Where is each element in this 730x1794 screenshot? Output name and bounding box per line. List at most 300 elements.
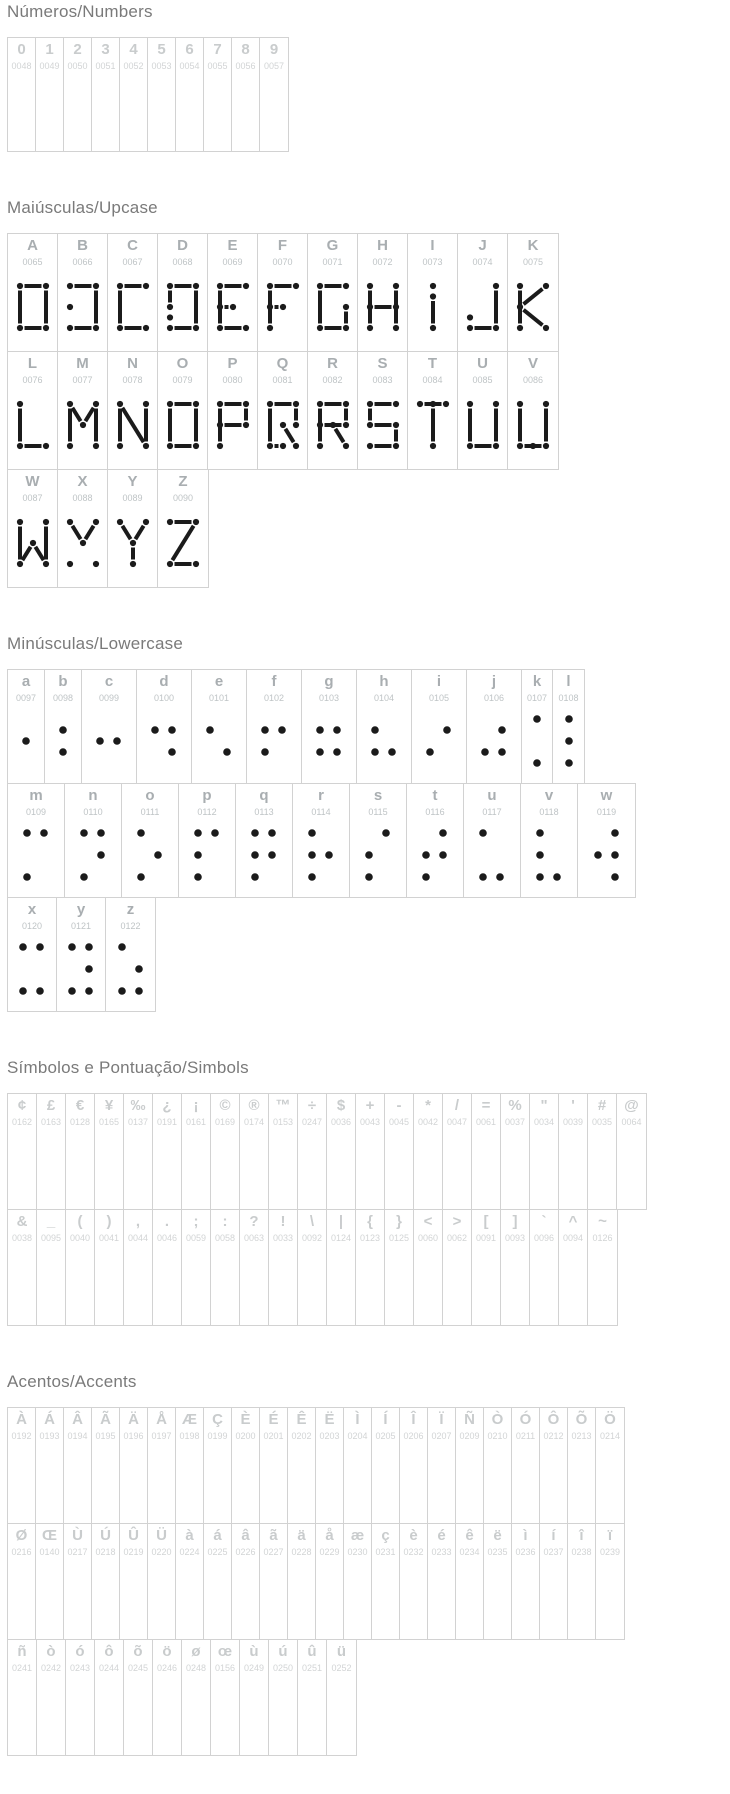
cell-char: ): [106, 1213, 112, 1230]
cell-0093: [501, 1210, 530, 1325]
cell-char: Ì: [355, 1411, 360, 1428]
cell-0038: [8, 1210, 37, 1325]
cell-0230: [344, 1524, 372, 1639]
cell-char: 0: [17, 41, 26, 58]
cell-0066: [58, 234, 108, 351]
cell-glyph-area: [458, 386, 507, 469]
cell-0227: [260, 1524, 288, 1639]
cell-char: l: [566, 673, 571, 690]
cell-char: í: [551, 1527, 556, 1544]
cell-code: 0122: [120, 920, 141, 931]
cell-char: 9: [269, 41, 279, 58]
cell-code: 0106: [483, 692, 505, 703]
cell-0231: [372, 1524, 400, 1639]
cell-code: 0196: [123, 1430, 144, 1441]
cell-glyph-area: [208, 268, 257, 351]
cell-glyph-area: [37, 1244, 65, 1325]
braille-glyph-drawing: [359, 827, 397, 883]
cell-glyph-area: [92, 1558, 119, 1639]
cell-char: Ù: [72, 1527, 83, 1544]
cell-code: 0047: [446, 1116, 468, 1127]
cell-code: 0045: [388, 1116, 410, 1127]
cell-code: 0079: [172, 374, 193, 385]
cell-glyph-area: [108, 386, 157, 469]
cell-0047: [443, 1094, 472, 1209]
cell-0192: [8, 1408, 36, 1523]
cell-code: 0162: [11, 1116, 33, 1127]
lcd-glyph-drawing: [264, 399, 302, 451]
cell-0075: [508, 234, 558, 351]
cell-char: j: [491, 673, 497, 690]
cell-0057: [260, 38, 288, 151]
cell-glyph-area: [327, 1244, 355, 1325]
cell-0043: [356, 1094, 385, 1209]
cell-code: 0218: [95, 1546, 116, 1557]
cell-char: D: [177, 237, 188, 254]
section-title-lowercase: Minúsculas/Lowercase: [7, 634, 183, 653]
cell-0091: [472, 1210, 501, 1325]
cell-code: 0243: [69, 1662, 91, 1673]
cell-char: ;: [193, 1213, 199, 1230]
cell-char: $: [336, 1097, 346, 1114]
cell-0247: [298, 1094, 327, 1209]
cell-0229: [316, 1524, 344, 1639]
cell-char: :: [222, 1213, 228, 1230]
cell-glyph-area: [8, 1128, 36, 1209]
cell-char: Ï: [439, 1411, 444, 1428]
cell-code: 0052: [123, 60, 144, 71]
cell-code: 0126: [592, 1232, 613, 1243]
cell-0161: [182, 1094, 211, 1209]
cell-char: n: [88, 787, 98, 804]
cell-0111: [122, 784, 179, 897]
cell-0128: [66, 1094, 95, 1209]
cell-glyph-area: [327, 1128, 355, 1209]
symbols-row: [7, 1209, 618, 1326]
cell-char: r: [318, 787, 324, 804]
cell-0097: [8, 670, 45, 783]
cell-char: v: [544, 787, 554, 804]
cell-code: 0074: [472, 256, 493, 267]
cell-code: 0066: [72, 256, 93, 267]
cell-code: 0094: [562, 1232, 584, 1243]
braille-glyph-drawing: [17, 827, 55, 883]
cell-char: B: [77, 237, 88, 254]
lcd-glyph-drawing: [64, 517, 102, 569]
cell-0250: [269, 1640, 298, 1755]
cell-char: {: [367, 1213, 373, 1230]
cell-0046: [153, 1210, 182, 1325]
cell-glyph-area: [158, 386, 207, 469]
cell-0235: [484, 1524, 512, 1639]
cell-glyph-area: [414, 1128, 442, 1209]
cell-0068: [158, 234, 208, 351]
cell-glyph-area: [176, 1558, 203, 1639]
cell-code: 0057: [263, 60, 285, 71]
cell-char: *: [425, 1097, 431, 1114]
cell-code: 0048: [11, 60, 32, 71]
cell-glyph-area: [8, 1244, 36, 1325]
cell-0061: [472, 1094, 501, 1209]
cell-char: q: [259, 787, 269, 804]
cell-char: t: [432, 787, 438, 804]
cell-char: 8: [241, 41, 250, 58]
cell-0117: [464, 784, 521, 897]
braille-glyph-drawing: [310, 713, 348, 769]
lcd-glyph-drawing: [264, 281, 302, 333]
cell-code: 0216: [11, 1546, 32, 1557]
cell-char: ø: [191, 1643, 201, 1660]
cell-0233: [428, 1524, 456, 1639]
cell-code: 0108: [558, 692, 579, 703]
cell-char: Q: [276, 355, 289, 372]
lcd-glyph-drawing: [14, 399, 52, 451]
cell-0153: [269, 1094, 298, 1209]
lcd-glyph-drawing: [464, 399, 502, 451]
cell-char: ,: [135, 1213, 141, 1230]
braille-glyph-drawing: [245, 827, 283, 883]
cell-code: 0207: [431, 1430, 452, 1441]
cell-code: 0219: [123, 1546, 144, 1557]
cell-glyph-area: [464, 818, 520, 897]
cell-glyph-area: [344, 1442, 371, 1523]
cell-char: ^: [568, 1213, 578, 1230]
cell-glyph-area: [192, 704, 246, 783]
cell-0073: [408, 234, 458, 351]
cell-code: 0116: [425, 806, 445, 817]
cell-glyph-area: [428, 1558, 455, 1639]
cell-glyph-area: [400, 1442, 427, 1523]
cell-glyph-area: [269, 1128, 297, 1209]
section-title-upcase: Maiúsculas/Upcase: [7, 198, 158, 217]
cell-glyph-area: [258, 268, 307, 351]
cell-char: A: [27, 237, 38, 254]
cell-code: 0067: [122, 256, 143, 267]
cell-code: 0092: [301, 1232, 323, 1243]
cell-glyph-area: [316, 1558, 343, 1639]
cell-code: 0096: [533, 1232, 555, 1243]
braille-glyph-drawing: [559, 713, 579, 769]
lcd-glyph-drawing: [64, 399, 102, 451]
braille-glyph-drawing: [365, 713, 403, 769]
cell-glyph-area: [472, 1128, 500, 1209]
cell-code: 0081: [272, 374, 293, 385]
cell-0065: [8, 234, 58, 351]
cell-glyph-area: [120, 1442, 147, 1523]
cell-char: <: [423, 1213, 433, 1230]
cell-char: _: [46, 1213, 56, 1230]
cell-code: 0073: [422, 256, 443, 267]
cell-char: Ö: [604, 1411, 616, 1428]
cell-0116: [407, 784, 464, 897]
cell-0058: [211, 1210, 240, 1325]
cell-glyph-area: [316, 1442, 343, 1523]
cell-glyph-area: [211, 1674, 239, 1755]
cell-0079: [158, 352, 208, 469]
cell-char: e: [214, 673, 224, 690]
cell-code: 0069: [222, 256, 243, 267]
cell-code: 0124: [330, 1232, 352, 1243]
cell-code: 0232: [403, 1546, 424, 1557]
cell-glyph-area: [484, 1558, 511, 1639]
cell-0107: [522, 670, 553, 783]
cell-glyph-area: [568, 1558, 595, 1639]
cell-code: 0078: [122, 374, 143, 385]
cell-char: c: [104, 673, 114, 690]
lcd-glyph-drawing: [164, 399, 202, 451]
numbers-table: [7, 37, 730, 152]
cell-char: ä: [297, 1527, 306, 1544]
cell-code: 0211: [515, 1430, 536, 1441]
cell-glyph-area: [522, 704, 552, 783]
cell-glyph-area: [120, 1558, 147, 1639]
cell-glyph-area: [182, 1674, 210, 1755]
cell-0096: [530, 1210, 559, 1325]
cell-glyph-area: [148, 1558, 175, 1639]
cell-char: 5: [157, 41, 166, 58]
cell-0105: [412, 670, 467, 783]
cell-0076: [8, 352, 58, 469]
cell-code: 0101: [208, 692, 230, 703]
cell-0100: [137, 670, 192, 783]
cell-char: ë: [493, 1527, 502, 1544]
braille-glyph-drawing: [527, 713, 547, 769]
cell-glyph-area: [153, 1128, 181, 1209]
cell-0137: [124, 1094, 153, 1209]
cell-glyph-area: [308, 268, 357, 351]
cell-char: !: [280, 1213, 286, 1230]
cell-glyph-area: [540, 1558, 567, 1639]
cell-glyph-area: [269, 1674, 297, 1755]
cell-glyph-area: [8, 504, 57, 587]
cell-0224: [176, 1524, 204, 1639]
cell-0087: [8, 470, 58, 587]
cell-0121: [57, 898, 106, 1011]
cell-glyph-area: [588, 1244, 617, 1325]
cell-0072: [358, 234, 408, 351]
cell-code: 0104: [373, 692, 395, 703]
cell-0041: [95, 1210, 124, 1325]
cell-code: 0225: [207, 1546, 228, 1557]
cell-glyph-area: [512, 1558, 539, 1639]
cell-char: F: [277, 237, 288, 254]
cell-glyph-area: [385, 1128, 413, 1209]
cell-glyph-area: [412, 704, 466, 783]
cell-char: E: [227, 237, 238, 254]
upcase-table: [7, 233, 730, 588]
lcd-glyph-drawing: [164, 517, 202, 569]
cell-code: 0163: [40, 1116, 62, 1127]
cell-0125: [385, 1210, 414, 1325]
cell-0195: [92, 1408, 120, 1523]
cell-glyph-area: [559, 1244, 587, 1325]
cell-glyph-area: [64, 72, 91, 151]
cell-code: 0202: [291, 1430, 312, 1441]
cell-0216: [8, 1524, 36, 1639]
cell-code: 0043: [359, 1116, 381, 1127]
cell-code: 0236: [515, 1546, 536, 1557]
cell-glyph-area: [327, 1674, 356, 1755]
cell-0085: [458, 352, 508, 469]
cell-char: ¥: [104, 1097, 114, 1114]
cell-char: \: [309, 1213, 315, 1230]
cell-0090: [158, 470, 208, 587]
braille-glyph-drawing: [16, 713, 36, 769]
cell-0225: [204, 1524, 232, 1639]
cell-char: p: [202, 787, 212, 804]
cell-code: 0109: [25, 806, 47, 817]
cell-code: 0198: [179, 1430, 200, 1441]
cell-glyph-area: [179, 818, 235, 897]
cell-code: 0041: [98, 1232, 120, 1243]
cell-char: Ç: [212, 1411, 223, 1428]
cell-glyph-area: [484, 1442, 511, 1523]
cell-code: 0118: [539, 806, 559, 817]
cell-char: i: [436, 673, 442, 690]
cell-code: 0248: [185, 1662, 207, 1673]
lcd-glyph-drawing: [14, 281, 52, 333]
cell-char: b: [58, 673, 68, 690]
cell-glyph-area: [204, 72, 231, 151]
cell-0199: [204, 1408, 232, 1523]
cell-glyph-area: [357, 704, 411, 783]
cell-glyph-area: [8, 1558, 35, 1639]
cell-glyph-area: [240, 1674, 268, 1755]
cell-glyph-area: [66, 1128, 94, 1209]
cell-char: -: [396, 1097, 402, 1114]
cell-0220: [148, 1524, 176, 1639]
cell-0059: [182, 1210, 211, 1325]
cell-0156: [211, 1640, 240, 1755]
cell-glyph-area: [158, 504, 208, 587]
cell-0218: [92, 1524, 120, 1639]
braille-glyph-drawing: [416, 827, 454, 883]
cell-code: 0086: [522, 374, 544, 385]
cell-char: 1: [45, 41, 54, 58]
section-title-accents: Acentos/Accents: [7, 1372, 137, 1391]
cell-code: 0072: [372, 256, 393, 267]
cell-code: 0099: [98, 692, 120, 703]
cell-0207: [428, 1408, 456, 1523]
cell-0112: [179, 784, 236, 897]
cell-0056: [232, 38, 260, 151]
cell-glyph-area: [521, 818, 577, 897]
cell-0064: [617, 1094, 646, 1209]
cell-glyph-area: [58, 268, 107, 351]
cell-0054: [176, 38, 204, 151]
cell-char: Í: [383, 1411, 388, 1428]
cell-code: 0080: [222, 374, 243, 385]
cell-0071: [308, 234, 358, 351]
cell-0078: [108, 352, 158, 469]
cell-char: ì: [523, 1527, 528, 1544]
cell-code: 0250: [272, 1662, 294, 1673]
cell-glyph-area: [553, 704, 584, 783]
cell-0200: [232, 1408, 260, 1523]
cell-glyph-area: [240, 1244, 268, 1325]
cell-glyph-area: [137, 704, 191, 783]
upcase-row: [7, 469, 209, 588]
cell-code: 0055: [207, 60, 228, 71]
cell-char: Œ: [42, 1527, 57, 1544]
cell-char: C: [127, 237, 138, 254]
cell-0074: [458, 234, 508, 351]
cell-code: 0075: [522, 256, 544, 267]
cell-glyph-area: [64, 1442, 91, 1523]
braille-glyph-drawing: [420, 713, 458, 769]
cell-code: 0076: [22, 374, 43, 385]
cell-code: 0205: [375, 1430, 396, 1441]
cell-glyph-area: [95, 1128, 123, 1209]
cell-glyph-area: [211, 1244, 239, 1325]
cell-glyph-area: [66, 1674, 94, 1755]
section-accents: [7, 1372, 730, 1756]
cell-char: å: [325, 1527, 334, 1544]
upcase-row: [7, 351, 559, 470]
cell-code: 0137: [127, 1116, 149, 1127]
cell-0109: [8, 784, 65, 897]
cell-code: 0203: [319, 1430, 340, 1441]
lowercase-row: [7, 897, 156, 1012]
cell-0126: [588, 1210, 617, 1325]
cell-glyph-area: [260, 1558, 287, 1639]
cell-char: R: [327, 355, 338, 372]
symbols-table: [7, 1093, 730, 1326]
cell-glyph-area: [95, 1244, 123, 1325]
cell-glyph-area: [508, 268, 558, 351]
cell-0104: [357, 670, 412, 783]
cell-0037: [501, 1094, 530, 1209]
cell-0035: [588, 1094, 617, 1209]
cell-char: Á: [44, 1411, 55, 1428]
cell-char: =: [481, 1097, 491, 1114]
cell-char: Ä: [128, 1411, 139, 1428]
cell-glyph-area: [232, 72, 259, 151]
cell-code: 0224: [179, 1546, 200, 1557]
cell-0042: [414, 1094, 443, 1209]
cell-glyph-area: [540, 1442, 567, 1523]
cell-code: 0102: [263, 692, 285, 703]
cell-code: 0061: [475, 1116, 497, 1127]
cell-0124: [327, 1210, 356, 1325]
cell-0196: [120, 1408, 148, 1523]
cell-char: h: [379, 673, 389, 690]
cell-code: 0093: [504, 1232, 526, 1243]
cell-code: 0049: [39, 60, 60, 71]
cell-glyph-area: [176, 72, 203, 151]
cell-glyph-area: [258, 386, 307, 469]
cell-glyph-area: [372, 1558, 399, 1639]
accents-table: [7, 1407, 730, 1756]
cell-code: 0209: [459, 1430, 480, 1441]
cell-0193: [36, 1408, 64, 1523]
cell-glyph-area: [358, 268, 407, 351]
cell-0103: [302, 670, 357, 783]
cell-0237: [540, 1524, 568, 1639]
cell-code: 0212: [543, 1430, 564, 1441]
cell-glyph-area: [95, 1674, 123, 1755]
cell-glyph-area: [45, 704, 81, 783]
cell-char: Ñ: [464, 1411, 475, 1428]
cell-char: Ò: [491, 1411, 504, 1428]
cell-code: 0228: [291, 1546, 312, 1557]
cell-code: 0087: [22, 492, 43, 503]
cell-glyph-area: [124, 1128, 152, 1209]
cell-char: x: [27, 901, 37, 918]
cell-char: ç: [381, 1527, 390, 1544]
cell-0232: [400, 1524, 428, 1639]
cell-0052: [120, 38, 148, 151]
